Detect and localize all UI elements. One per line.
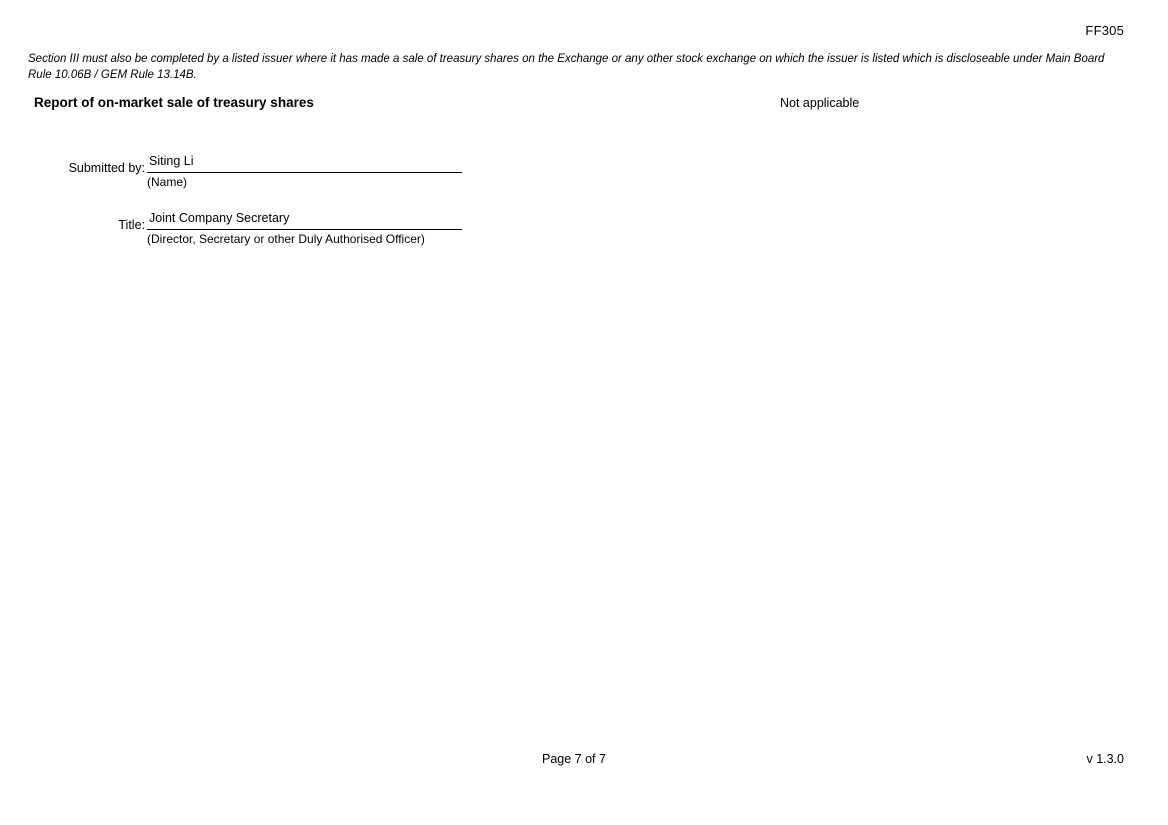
section-status: Not applicable [780,96,860,110]
version-label: v 1.3.0 [1086,752,1124,766]
section-title: Report of on-market sale of treasury shares [34,95,314,110]
title-caption: (Director, Secretary or other Duly Authorised Officer) [147,232,425,246]
title-rule [147,229,462,230]
submitted-by-caption: (Name) [147,175,188,189]
title-value: Joint Company Secretary [149,211,290,225]
page-indicator: Page 7 of 7 [542,752,606,766]
title-label: Title: [118,218,145,232]
submitted-by-value: Siting Li [149,154,194,168]
form-code: FF305 [1085,23,1124,38]
submitted-by-rule [147,172,462,173]
section-note: Section III must also be completed by a listed issuer where it has made a sale of treasury shares on the Exchange or any other stock exchange on which the issuer is listed which is discloseable under Main Board Rule 10.06B / GEM Rule 13.14B. [28,53,1105,81]
submitted-by-label: Submitted by: [68,161,145,175]
